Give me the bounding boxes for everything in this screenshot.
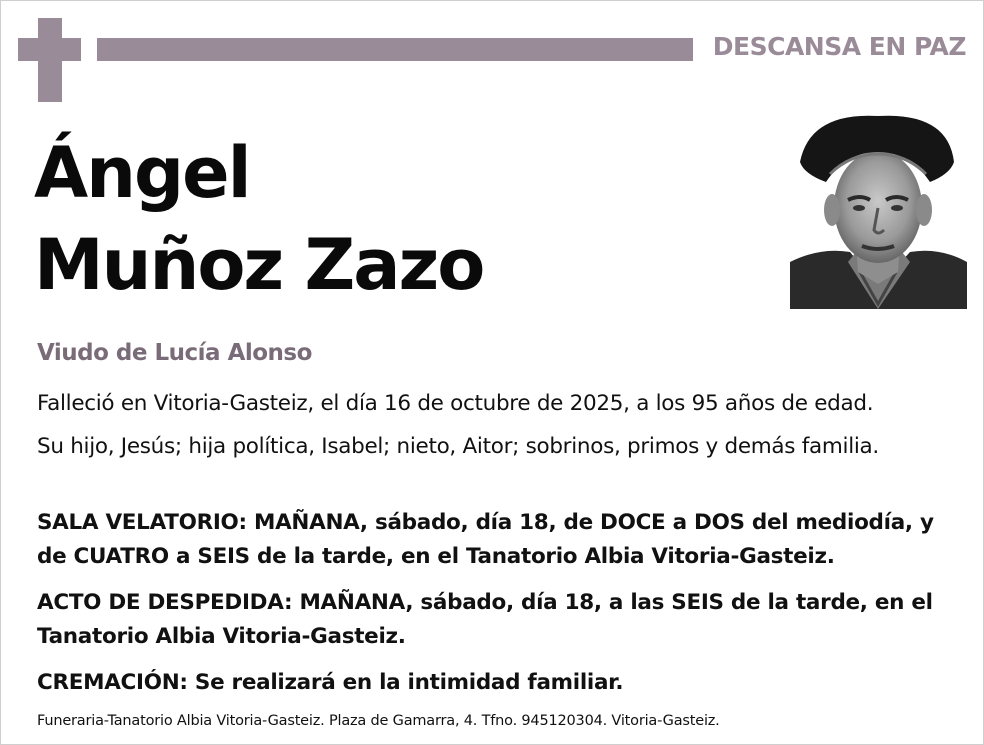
cremation-details: CREMACIÓN: Se realizará en la intimidad familiar. <box>37 670 624 695</box>
widow-of-subtitle: Viudo de Lucía Alonso <box>37 340 312 366</box>
portrait-photo <box>790 112 967 309</box>
funeral-home-footer: Funeraria-Tanatorio Albia Vitoria-Gasteiz. Plaza de Gamarra, 4. Tfno. 945120304. Vitoria-Gasteiz. <box>37 713 720 729</box>
wake-details: SALA VELATORIO: MAÑANA, sábado, día 18, de DOCE a DOS del mediodía, y de CUATRO a SEIS de la tarde, en el Tanatorio Albia Vitoria-Gasteiz. <box>37 510 934 569</box>
farewell-details: ACTO DE DESPEDIDA: MAÑANA, sábado, día 18, a las SEIS de la tarde, en el Tanatorio Albia Vitoria-Gasteiz. <box>37 590 933 649</box>
cross-icon-horizontal <box>18 38 81 61</box>
death-notice: Falleció en Vitoria-Gasteiz, el día 16 de octubre de 2025, a los 95 años de edad. <box>37 391 874 416</box>
deceased-first-name: Ángel <box>34 132 250 214</box>
header-rule <box>97 38 693 61</box>
header-label: DESCANSA EN PAZ <box>712 32 966 61</box>
portrait-photo-drawing <box>790 112 967 309</box>
family-list: Su hijo, Jesús; hija política, Isabel; nieto, Aitor; sobrinos, primos y demás familia. <box>37 434 879 459</box>
deceased-last-name: Muñoz Zazo <box>34 224 484 306</box>
